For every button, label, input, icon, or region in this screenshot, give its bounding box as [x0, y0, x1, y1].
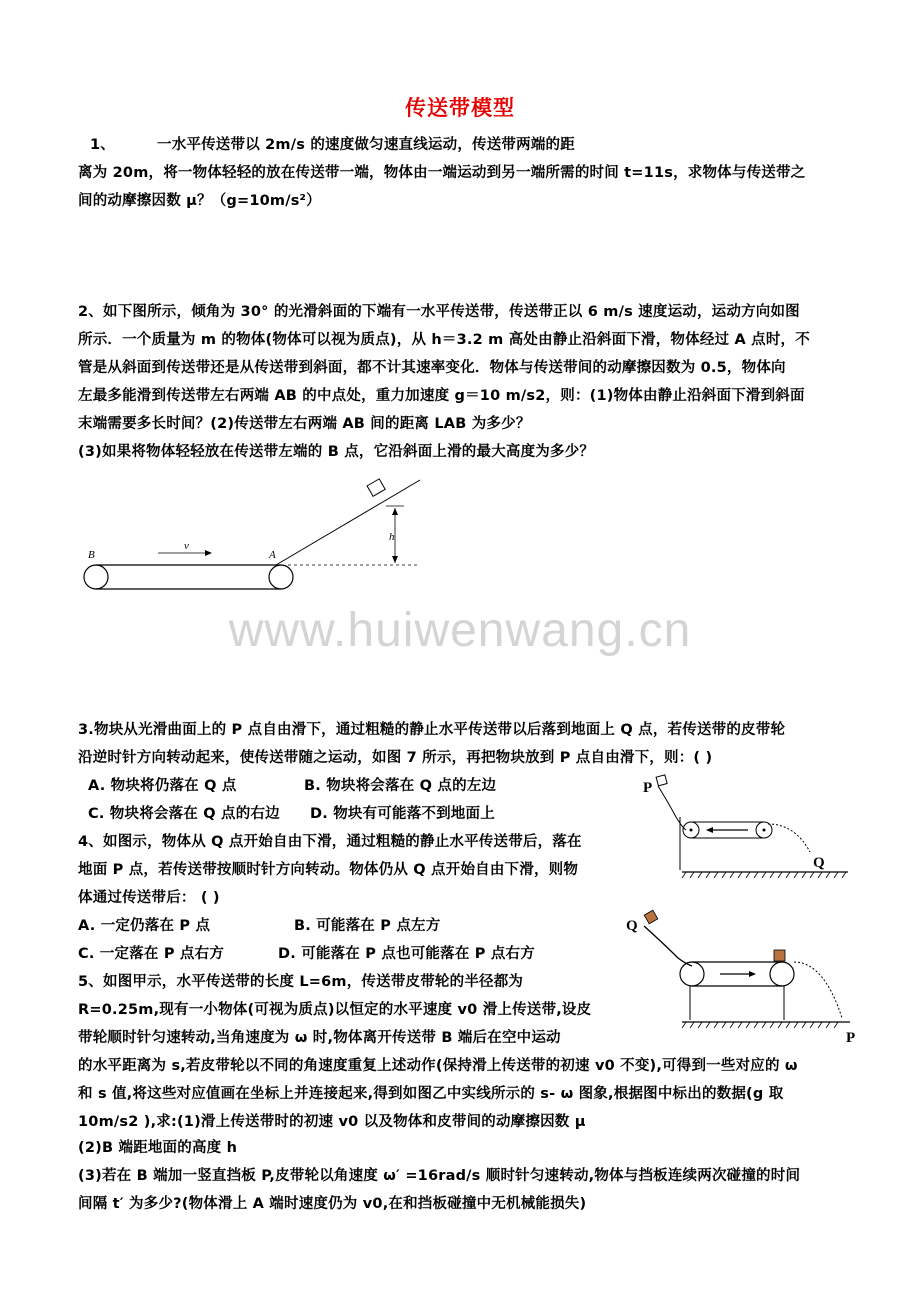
block-icon	[367, 479, 385, 496]
label-q: Q	[626, 918, 638, 934]
label-v: v	[184, 540, 189, 552]
right-roller-icon	[269, 565, 293, 589]
block-icon	[656, 775, 667, 786]
page-title: 传送带模型	[405, 96, 515, 120]
q5-line-9: 间隔 t′ 为多少?(物体滑上 A 端时速度仍为 v0,在和挡板碰撞中无机械能损失)	[78, 1196, 587, 1212]
q5-line-5: 和 s 值,将这些对应值画在坐标上并连接起来,得到如图乙中实线所示的 s- ω 图象,根据图中标出的数据(g 取	[78, 1086, 784, 1102]
q3-figure-conveyor	[640, 772, 855, 884]
q5-line-6: 10m/s2 ),求:(1)滑上传送带时的初速 v0 以及物体和皮带间的动摩擦因数 μ	[78, 1114, 586, 1130]
q3-line-1: 3.物块从光滑曲面上的 P 点自由滑下，通过粗糙的静止水平传送带以后落到地面上 Q 点，若传送带的皮带轮	[78, 722, 786, 738]
q5-line-4: 的水平距离为 s,若皮带轮以不同的角速度重复上述动作(保持滑上传送带的初速 v0 不变),可得到一些对应的 ω	[78, 1058, 798, 1074]
left-roller-icon	[84, 565, 108, 589]
q2-line-3: 管是从斜面到传送带还是从传送带到斜面，都不计其速率变化．物体与传送带间的动摩擦因数为 0.5，物体向	[78, 360, 786, 376]
q5-line-3: 带轮顺时针匀速转动,当角速度为 ω 时,物体离开传送带 B 端后在空中运动	[78, 1030, 561, 1046]
q2-line-6: (3)如果将物体轻轻放在传送带左端的 B 点，它沿斜面上滑的最大高度为多少？	[78, 444, 595, 460]
label-p: P	[846, 1030, 856, 1046]
q5-line-8: (3)若在 B 端加一竖直挡板 P,皮带轮以角速度 ω′ =16rad/s 顺时针匀速转动,物体与挡板连续两次碰撞的时间	[78, 1168, 801, 1184]
q3-line-2: 沿逆时针方向转动起来，使传送带随之运动，如图 7 所示，再把物块放到 P 点自由滑下，则：( )	[78, 750, 713, 766]
q4-figure-conveyor	[624, 906, 864, 1046]
q5-line-7: (2)B 端距地面的高度 h	[78, 1140, 238, 1156]
q4-line-3: 体通过传送带后： ( )	[78, 890, 220, 906]
q4-option-c: C. 一定落在 P 点右方	[78, 946, 225, 962]
q5-line-1: 5、如图甲示，水平传送带的长度 L=6m，传送带皮带轮的半径都为	[78, 974, 524, 990]
label-b: B	[88, 549, 95, 561]
q4-line-2: 地面 P 点，若传送带按顺时针方向转动。物体仍从 Q 点开始自由下滑，则物	[78, 862, 579, 878]
label-h: h	[389, 531, 395, 543]
label-q: Q	[813, 855, 825, 871]
label-p: P	[643, 780, 653, 796]
q4-line-1: 4、如图示，物体从 Q 点开始自由下滑，通过粗糙的静止水平传送带后，落在	[78, 834, 582, 850]
q4-option-a: A. 一定仍落在 P 点	[78, 918, 211, 934]
belt-block-icon	[774, 950, 785, 961]
q2-line-2: 所示．一个质量为 m 的物体(物体可以视为质点)，从 h＝3.2 m 高处由静止沿斜面下滑，物体经过 A 点时，不	[78, 332, 810, 348]
q3-option-b: B. 物块将会落在 Q 点的左边	[304, 778, 497, 794]
q5-line-2: R=0.25m,现有一小物体(可视为质点)以恒定的水平速度 v0 滑上传送带,设皮	[78, 1002, 592, 1018]
q2-line-5: 末端需要多长时间？(2)传送带左右两端 AB 间的距离 LAB 为多少？	[78, 416, 531, 432]
q4-option-d: D. 可能落在 P 点也可能落在 P 点右方	[278, 946, 535, 962]
label-a: A	[269, 549, 276, 561]
q1-line-2: 离为 20m，将一物体轻轻的放在传送带一端，物体由一端运动到另一端所需的时间 t=11s，求物体与传送带之	[78, 165, 806, 181]
q2-line-4: 左最多能滑到传送带左右两端 AB 的中点处，重力加速度 g＝10 m/s2，则：(1)物体由静止沿斜面下滑到斜面	[78, 388, 805, 404]
q4-option-b: B. 可能落在 P 点左方	[294, 918, 441, 934]
q3-option-d: D. 物块有可能落不到地面上	[310, 806, 495, 822]
watermark: www.huiwenwang.cn	[228, 604, 692, 657]
block-icon	[644, 910, 658, 924]
q1-number: 1、	[90, 137, 115, 153]
q3-option-c: C. 物块将会落在 Q 点的右边	[88, 806, 280, 822]
q1-line-3: 间的动摩擦因数 μ？（g=10m/s²）	[78, 193, 321, 209]
q3-option-a: A. 物块将仍落在 Q 点	[88, 778, 237, 794]
q2-line-1: 2、如下图所示，倾角为 30° 的光滑斜面的下端有一水平传送带，传送带正以 6 m/s 速度运动，运动方向如图	[78, 304, 800, 320]
q1-line-1: 一水平传送带以 2m/s 的速度做匀速直线运动，传送带两端的距	[157, 137, 575, 153]
q2-figure-incline-conveyor	[78, 474, 428, 599]
